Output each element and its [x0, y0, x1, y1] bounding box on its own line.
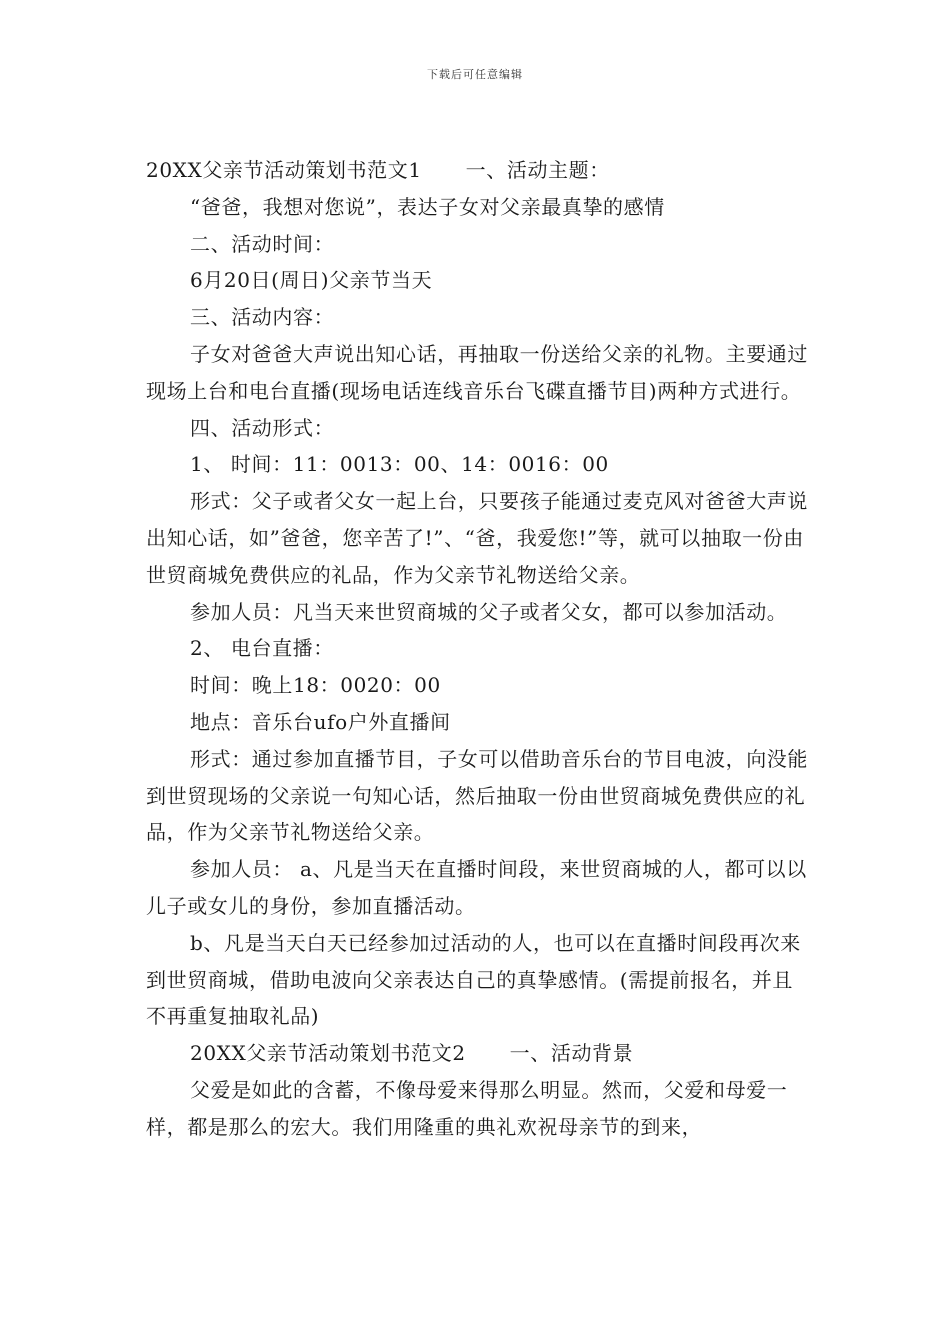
item1-form: 形式：父子或者父女一起上台，只要孩子能通过麦克风对爸爸大声说出知心话，如”爸爸，您辛苦了!”、“爸，我爱您!”等，就可以抽取一份由世贸商城免费供应的礼品，作为父亲节礼物送给父亲。 [146, 489, 808, 587]
section-heading-content: 三、活动内容： [190, 305, 335, 330]
section-heading-theme: 一、活动主题： [465, 158, 610, 182]
theme-text: “爸爸，我想对您说”，表达子女对父亲最真挚的感情 [190, 194, 665, 219]
item2-participants-a: 参加人员： a、凡是当天在直播时间段，来世贸商城的人，都可以以儿子或女儿的身份，参加直播活动。 [146, 857, 807, 918]
background-paragraph: 父爱是如此的含蓄，不像母爱来得那么明显。然而，父爱和母爱一样，都是那么的宏大。我们用隆重的典礼欢祝母亲节的到来， [146, 1077, 788, 1139]
doc-title-1: 20XX父亲节活动策划书范文1 [146, 158, 422, 182]
section-heading-form: 四、活动形式： [190, 415, 335, 440]
item2-heading: 2、 电台直播： [190, 636, 334, 661]
date-text: 6月20日(周日)父亲节当天 [190, 268, 433, 293]
doc-title-line-1 [146, 152, 810, 189]
item2-participants-b: b、凡是当天白天已经参加过活动的人，也可以在直播时间段再次来到世贸商城，借助电波向父亲表达自己的真挚感情。(需提前报名，并且不再重复抽取礼品) [146, 930, 801, 1029]
doc-title-line-2 [146, 1035, 810, 1072]
page-header: 下载后可任意编辑 [427, 68, 523, 81]
document-body [146, 152, 810, 1146]
item1-time: 1、 时间：11：0013：00、14：0016：00 [190, 452, 609, 477]
content-paragraph: 子女对爸爸大声说出知心话，再抽取一份送给父亲的礼物。主要通过现场上台和电台直播(现场电话连线音乐台飞碟直播节目)两种方式进行。 [146, 341, 808, 403]
doc-title-2: 20XX父亲节活动策划书范文2 [190, 1041, 466, 1066]
section-heading-time: 二、活动时间： [190, 231, 335, 256]
item2-time: 时间：晚上18：0020：00 [190, 673, 441, 698]
item2-form: 形式：通过参加直播节目，子女可以借助音乐台的节目电波，向没能到世贸现场的父亲说一句知心话，然后抽取一份由世贸商城免费供应的礼品，作为父亲节礼物送给父亲。 [146, 746, 808, 845]
item2-place: 地点：音乐台ufo户外直播间 [190, 709, 451, 734]
item1-participants: 参加人员：凡当天来世贸商城的父子或者父女，都可以参加活动。 [190, 599, 788, 624]
section-heading-background: 一、活动背景 [509, 1041, 634, 1066]
